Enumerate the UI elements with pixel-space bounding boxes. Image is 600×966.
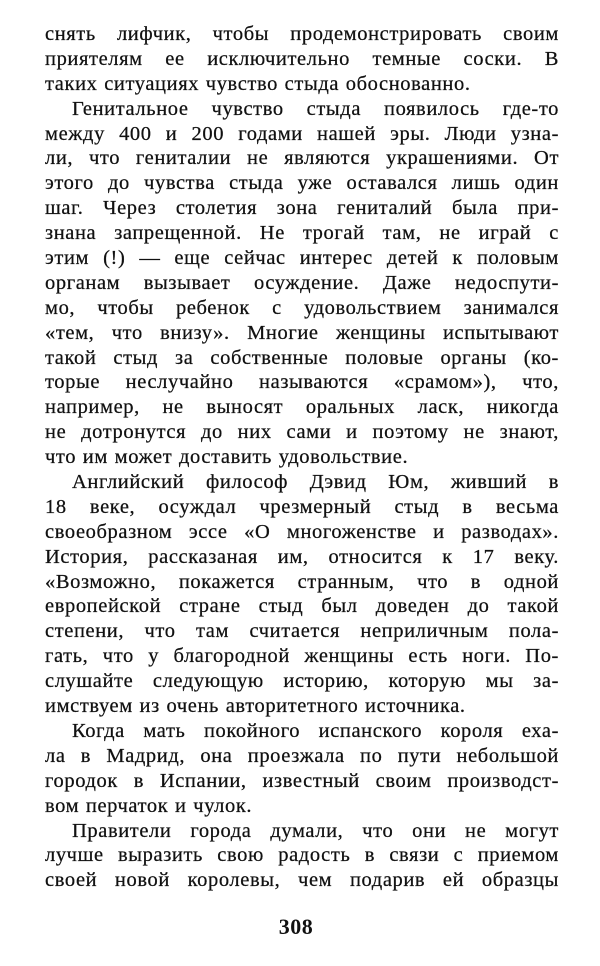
text-line: степени, что там считается неприличным пола- xyxy=(45,620,559,643)
text-line: знана запрещенной. Не трогай там, не играй с xyxy=(45,222,559,245)
text-line: этим (!) — еще сейчас интерес детей к половым xyxy=(45,247,559,270)
text-line: европейской стране стыд был доведен до такой xyxy=(45,595,559,618)
text-line: вом перчаток и чулок. xyxy=(45,794,253,817)
text-line: ла в Мадрид, она проезжала по пути небольшой xyxy=(45,744,559,767)
text-line: торые неслучайно называются «срамом»), что, xyxy=(45,371,559,394)
text-line: между 400 и 200 годами нашей эры. Люди узна- xyxy=(45,122,559,145)
text-line: этого до чувства стыда уже оставался лишь один xyxy=(45,172,559,195)
text-line: шаг. Через столетия зона гениталий была при- xyxy=(45,197,559,220)
page-number: 308 xyxy=(278,914,314,939)
text-line: органам вызывает осуждение. Даже недоспути- xyxy=(45,271,559,294)
text-line: Правители города думали, что они не могут xyxy=(72,819,559,842)
text-line: «Возможно, покажется странным, что в одной xyxy=(45,570,559,593)
text-line: Генитальное чувство стыда появилось где-то xyxy=(72,97,559,120)
text-line: имствуем из очень авторитетного источника. xyxy=(45,695,466,718)
text-line: например, не выносят оральных ласк, никогда xyxy=(45,396,559,419)
paragraph-4 xyxy=(45,719,559,819)
text-line: «тем, что внизу». Многие женщины испытывают xyxy=(45,321,559,344)
text-line: своеобразном эссе «О многоженстве и разводах». xyxy=(45,520,559,543)
text-line: мо, чтобы ребенок с удовольствием занимался xyxy=(45,296,559,319)
text-line: История, рассказаная им, относится к 17 веку. xyxy=(45,545,559,568)
text-line: 18 веке, осуждал чрезмерный стыд в весьма xyxy=(45,495,559,518)
text-line: снять лифчик, чтобы продемонстрировать своим xyxy=(45,23,559,45)
text-line: что им может доставить удовольствие. xyxy=(45,446,409,469)
text-line: лучше выразить свою радость в связи с приемом xyxy=(45,844,559,867)
text-line: таких ситуациях чувство стыда обоснованно. xyxy=(45,72,471,95)
text-line: Когда мать покойного испанского короля еха- xyxy=(72,719,559,742)
text-line: ли, что гениталии не являются украшениями. От xyxy=(45,147,559,170)
text-line: гать, что у благородной женщины есть ноги. По- xyxy=(45,645,559,668)
text-line: приятелям ее исключительно темные соски. В xyxy=(45,47,559,70)
paragraph-3 xyxy=(45,470,559,719)
paragraph-1 xyxy=(45,22,559,97)
text-line: городок в Испании, известный своим производст- xyxy=(45,769,559,792)
text-line: своей новой королевы, чем подарив ей образцы xyxy=(45,869,559,892)
text-line: слушайте следующую историю, которую мы за- xyxy=(45,670,559,693)
text-line: Английский философ Дэвид Юм, живший в xyxy=(72,471,559,494)
text-line: такой стыд за собственные половые органы (ко- xyxy=(45,346,559,369)
body-text xyxy=(45,22,559,893)
paragraph-2 xyxy=(45,97,559,470)
paragraph-5 xyxy=(45,819,559,894)
text-line: не дотронутся до них сами и поэтому не знают, xyxy=(45,421,559,444)
